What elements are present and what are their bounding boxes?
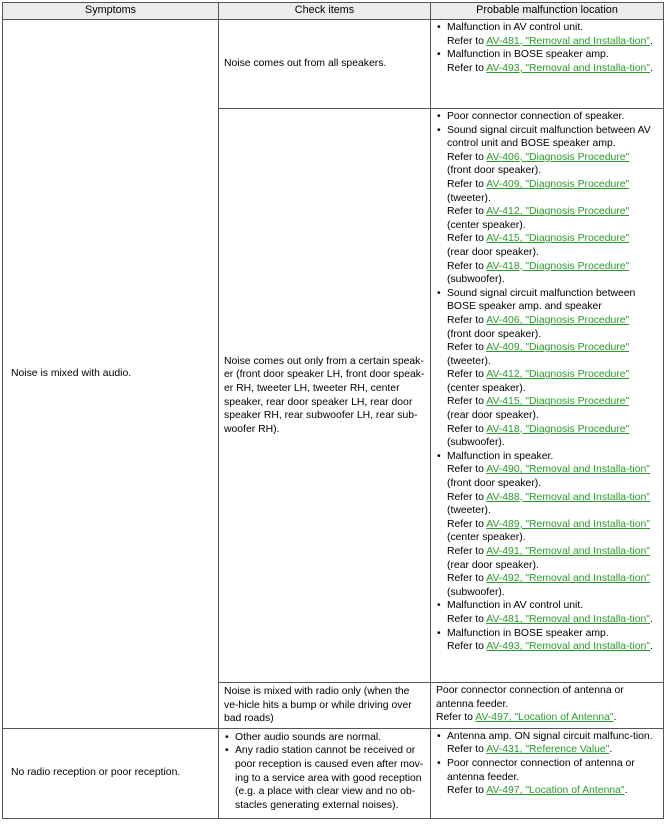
reference-link[interactable]: AV-481, "Removal and Installa-tion": [486, 35, 650, 47]
plain-line: (rear door speaker).: [447, 246, 539, 258]
reference-link[interactable]: AV-409, "Diagnosis Procedure": [486, 342, 630, 354]
reference-line: [447, 178, 659, 192]
reference-prefix: Refer to: [447, 233, 487, 245]
reference-line: [447, 572, 659, 599]
item-title: Malfunction in speaker.: [447, 450, 554, 462]
plain-line: (rear door speaker).: [447, 410, 539, 422]
check-item-cell: [219, 728, 431, 818]
reference-line: [447, 545, 659, 572]
reference-link[interactable]: AV-493, "Removal and Installa-tion": [486, 641, 650, 653]
reference-link[interactable]: AV-406, "Diagnosis Procedure": [486, 314, 630, 326]
table-row: [3, 20, 664, 109]
list-item: [436, 287, 659, 450]
reference-link[interactable]: AV-431, "Reference Value": [486, 744, 610, 756]
list-item: [436, 757, 659, 798]
reference-prefix: Refer to: [447, 35, 487, 47]
reference-line: [447, 743, 659, 757]
header-malfunction-location: Probable malfunction location: [431, 3, 664, 20]
item-title: Sound signal circuit malfunction between BOSE speaker amp. and speaker: [447, 287, 636, 313]
list-item: [436, 730, 659, 757]
plain-line: (tweeter).: [447, 192, 491, 204]
reference-line: [447, 62, 659, 76]
reference-prefix: Refer to: [447, 546, 487, 557]
reference-link[interactable]: AV-415, "Diagnosis Procedure": [486, 396, 630, 408]
reference-line: [447, 518, 659, 545]
list-item: [436, 124, 659, 287]
header-check-items: Check items: [219, 3, 431, 20]
plain-line: (subwoofer).: [447, 274, 505, 286]
reference-link[interactable]: AV-489, "Removal and Installa-tion": [486, 518, 650, 530]
list-item: [436, 110, 659, 124]
reference-suffix: (tweeter).: [447, 505, 491, 517]
item-title: Malfunction in BOSE speaker amp.: [447, 49, 609, 61]
reference-line: [447, 395, 659, 409]
item-title: Malfunction in AV control unit.: [447, 600, 584, 612]
reference-prefix: Refer to: [447, 178, 487, 190]
list-item: [436, 21, 659, 48]
reference-suffix: (front door speaker).: [447, 478, 542, 490]
reference-link[interactable]: AV-491, "Removal and Installa-tion": [486, 546, 650, 557]
item-title: Malfunction in AV control unit.: [447, 22, 584, 33]
check-item-cell: Noise comes out only from a certain speak-er (front door speaker LH, front door speak-er RH, tweeter LH, tweeter RH, center speaker, rear door speaker LH, rear door speaker RH, rear subwoofer LH, rear sub-woofer RH).: [219, 109, 431, 683]
location-cell: [431, 20, 664, 109]
location-cell: [431, 109, 664, 683]
reference-line: [447, 205, 659, 219]
reference-line: [447, 423, 659, 437]
reference-line: [447, 491, 659, 518]
list-item: • Any radio station cannot be received or poor reception is caused even after mov-ing to a service area with good reception (e.g. a place with clear view and no ob-stacles generating external noises).: [224, 744, 426, 812]
list-item: [436, 627, 659, 654]
reference-prefix: Refer to: [447, 464, 487, 476]
list-item: [436, 450, 659, 600]
reference-prefix: Refer to: [447, 744, 487, 756]
reference-link[interactable]: AV-493, "Removal and Installa-tion": [486, 62, 650, 74]
reference-link[interactable]: AV-406, "Diagnosis Procedure": [486, 151, 630, 163]
reference-prefix: Refer to: [447, 314, 487, 326]
reference-suffix: .: [650, 35, 653, 47]
reference-suffix: .: [650, 613, 653, 625]
item-title: Poor connector connection of speaker.: [447, 111, 625, 122]
header-symptoms: Symptoms: [3, 3, 219, 20]
reference-prefix: Refer to: [447, 613, 487, 625]
reference-prefix: Refer to: [447, 206, 487, 218]
reference-line: [447, 260, 659, 274]
reference-link[interactable]: AV-490, "Removal and Installa-tion": [486, 464, 650, 476]
plain-line: (center speaker).: [447, 382, 526, 394]
reference-prefix: Refer to: [447, 641, 487, 653]
location-cell: [431, 683, 664, 729]
reference-suffix: .: [650, 641, 653, 653]
symptom-table: [2, 2, 664, 819]
reference-suffix: .: [609, 744, 613, 756]
reference-suffix: (subwoofer).: [447, 586, 505, 598]
plain-line: (front door speaker).: [447, 328, 542, 340]
reference-prefix: Refer to: [447, 573, 487, 585]
reference-link[interactable]: AV-418, "Diagnosis Procedure": [486, 423, 630, 435]
reference-suffix: .: [624, 785, 628, 797]
plain-line: (front door speaker).: [447, 165, 542, 177]
reference-link[interactable]: AV-415, "Diagnosis Procedure": [486, 233, 630, 245]
reference-suffix: (rear door speaker).: [447, 559, 539, 571]
reference-line: [447, 463, 659, 490]
symptom-cell: No radio reception or poor reception.: [3, 728, 219, 818]
reference-link[interactable]: AV-492, "Removal and Installa-tion": [486, 573, 650, 585]
reference-prefix: Refer to: [447, 151, 487, 163]
reference-suffix: (center speaker).: [447, 532, 526, 544]
reference-suffix: .: [650, 62, 653, 74]
reference-prefix: Refer to: [447, 342, 487, 354]
reference-line: [447, 314, 659, 328]
reference-prefix: Refer to: [447, 62, 487, 74]
reference-prefix: Refer to: [447, 518, 487, 530]
reference-prefix: Refer to: [447, 396, 487, 408]
location-cell: [431, 728, 664, 818]
reference-line: Refer to AV-497, "Location of Antenna".: [436, 712, 617, 724]
reference-line: [447, 368, 659, 382]
check-item-cell: Noise comes out from all speakers.: [219, 20, 431, 109]
list-item: [436, 48, 659, 75]
plain-line: (tweeter).: [447, 355, 491, 367]
reference-link[interactable]: AV-488, "Removal and Installa-tion": [486, 491, 650, 503]
item-title: Antenna amp. ON signal circuit malfunc-tion.: [447, 730, 653, 742]
reference-line: [447, 341, 659, 355]
reference-prefix: Refer to: [447, 369, 487, 381]
reference-link[interactable]: AV-497, "Location of Antenna": [486, 785, 625, 797]
reference-prefix: Refer to: [447, 260, 487, 272]
list-item: • Other audio sounds are normal.: [224, 731, 426, 745]
check-item-cell: Noise is mixed with radio only (when the ve-hicle hits a bump or while driving over bad roads): [219, 683, 431, 729]
reference-line: [447, 640, 659, 654]
reference-prefix: Refer to: [447, 785, 487, 797]
reference-link[interactable]: AV-418, "Diagnosis Procedure": [486, 260, 630, 272]
reference-prefix: Refer to: [447, 491, 487, 503]
item-title: Poor connector connection of antenna or antenna feeder.: [447, 757, 635, 783]
reference-link[interactable]: AV-409, "Diagnosis Procedure": [486, 178, 630, 190]
reference-link[interactable]: AV-412, "Diagnosis Procedure": [486, 369, 630, 381]
reference-line: [447, 35, 659, 49]
location-text: Poor connector connection of antenna or antenna feeder.: [436, 685, 624, 710]
table-row: [3, 728, 664, 818]
reference-line: [447, 613, 659, 627]
reference-link[interactable]: AV-497, "Location of Antenna": [475, 712, 614, 724]
reference-prefix: Refer to: [447, 423, 487, 435]
item-title: Malfunction in BOSE speaker amp.: [447, 627, 609, 639]
reference-link[interactable]: AV-481, "Removal and Installa-tion": [486, 613, 650, 625]
reference-link[interactable]: AV-412, "Diagnosis Procedure": [486, 206, 630, 218]
header-row: [3, 3, 664, 20]
reference-line: [447, 232, 659, 246]
reference-line: [447, 151, 659, 165]
list-item: [436, 599, 659, 626]
item-title: Sound signal circuit malfunction between AV control unit and BOSE speaker amp.: [447, 124, 651, 150]
plain-line: (center speaker).: [447, 219, 526, 231]
symptom-cell: Noise is mixed with audio.: [3, 20, 219, 729]
plain-line: (subwoofer).: [447, 437, 505, 449]
reference-line: [447, 784, 659, 798]
